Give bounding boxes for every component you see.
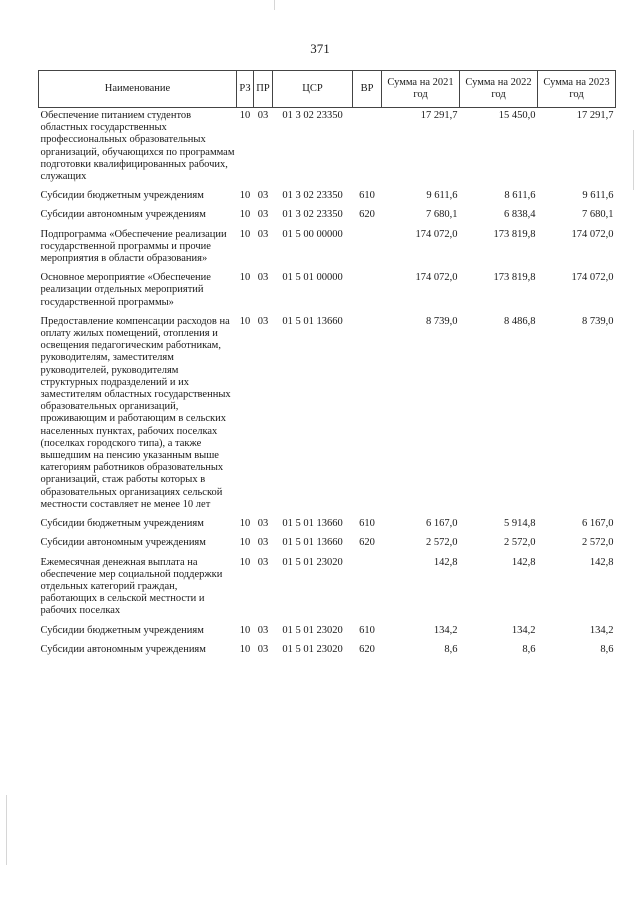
row-vr — [353, 555, 382, 623]
row-sum-2022: 173 819,8 — [493, 228, 536, 240]
row-sum-2022: 5 914,8 — [504, 518, 536, 530]
row-pr: 03 — [257, 624, 269, 636]
row-csr: 01 3 02 23350 — [282, 190, 343, 202]
row-sum-2022: 142,8 — [511, 556, 536, 568]
table-row — [39, 516, 616, 535]
row-rz: 10 — [239, 518, 251, 530]
row-name: Ежемесячная денежная выплата на обеспечение мер социальной поддержки отдельных категорий граждан, работающих в сельской местности и рабочих поселках — [40, 556, 223, 617]
table-row — [39, 108, 616, 189]
table-header — [39, 71, 616, 108]
row-sum-2021: 9 611,6 — [426, 190, 458, 202]
table-row — [39, 642, 616, 661]
row-sum-2023: 7 680,1 — [582, 209, 614, 221]
row-sum-2023: 8 739,0 — [582, 315, 614, 327]
header-name: Наименование — [39, 71, 237, 108]
row-csr: 01 5 01 00000 — [282, 272, 343, 284]
table-row — [39, 555, 616, 623]
row-csr: 01 5 01 13660 — [282, 518, 343, 530]
header-rz: РЗ — [237, 71, 254, 108]
row-pr: 03 — [257, 556, 269, 568]
row-pr: 03 — [257, 228, 269, 240]
row-pr: 03 — [257, 209, 269, 221]
row-name: Субсидии автономным учреждениям — [40, 643, 206, 655]
row-sum-2023: 6 167,0 — [582, 518, 614, 530]
table-row — [39, 623, 616, 642]
row-sum-2023: 134,2 — [589, 624, 614, 636]
row-rz: 10 — [239, 643, 251, 655]
row-sum-2022: 8 486,8 — [504, 315, 536, 327]
row-vr — [353, 227, 382, 271]
row-sum-2022: 134,2 — [511, 624, 536, 636]
header-pr: ПР — [254, 71, 273, 108]
row-sum-2021: 8,6 — [444, 643, 458, 655]
row-sum-2022: 8 611,6 — [504, 190, 536, 202]
row-pr: 03 — [257, 315, 269, 327]
row-pr: 03 — [257, 643, 269, 655]
row-sum-2021: 8 739,0 — [426, 315, 458, 327]
row-rz: 10 — [239, 228, 251, 240]
row-name: Основное мероприятие «Обеспечение реализации отдельных мероприятий государственной программы» — [40, 272, 211, 308]
row-vr: 620 — [359, 643, 375, 655]
row-name: Обеспечение питанием студентов областных государственных профессиональных образовательных организаций, обучающихся по программам подготовки квалифицированных рабочих, служащих — [40, 110, 235, 183]
row-sum-2021: 174 072,0 — [415, 272, 458, 284]
row-csr: 01 5 01 23020 — [282, 624, 343, 636]
row-rz: 10 — [239, 315, 251, 327]
scan-edge-mark-bottom — [6, 795, 7, 865]
row-sum-2021: 2 572,0 — [426, 537, 458, 549]
scan-edge-mark-right — [633, 130, 634, 190]
row-sum-2021: 6 167,0 — [426, 518, 458, 530]
row-rz: 10 — [239, 110, 251, 121]
header-sum-2021: Сумма на 2021 год — [382, 71, 460, 108]
row-sum-2021: 134,2 — [433, 624, 458, 636]
row-sum-2023: 17 291,7 — [576, 110, 614, 121]
row-name: Субсидии бюджетным учреждениям — [40, 190, 204, 202]
row-csr: 01 5 01 13660 — [282, 537, 343, 549]
table-row — [39, 227, 616, 271]
row-sum-2022: 6 838,4 — [504, 209, 536, 221]
row-vr: 610 — [359, 190, 375, 202]
row-rz: 10 — [239, 272, 251, 284]
row-rz: 10 — [239, 556, 251, 568]
row-rz: 10 — [239, 624, 251, 636]
row-pr: 03 — [257, 110, 269, 121]
row-rz: 10 — [239, 190, 251, 202]
header-sum-2022: Сумма на 2022 год — [460, 71, 538, 108]
row-sum-2021: 142,8 — [433, 556, 458, 568]
header-vr: ВР — [353, 71, 382, 108]
row-name: Субсидии автономным учреждениям — [40, 537, 206, 549]
row-sum-2023: 174 072,0 — [571, 272, 614, 284]
row-sum-2022: 173 819,8 — [493, 272, 536, 284]
page-number: 371 — [310, 41, 330, 56]
row-name: Подпрограмма «Обеспечение реализации государственной программы и прочие мероприятия в области образования» — [40, 228, 227, 265]
row-vr: 610 — [359, 518, 375, 530]
table-row — [39, 314, 616, 516]
row-vr — [353, 314, 382, 516]
table-row — [39, 535, 616, 554]
row-sum-2023: 142,8 — [589, 556, 614, 568]
row-name: Субсидии бюджетным учреждениям — [40, 624, 204, 636]
row-csr: 01 5 01 23020 — [282, 643, 343, 655]
row-vr: 620 — [359, 537, 375, 549]
row-name: Субсидии автономным учреждениям — [40, 209, 206, 221]
row-name: Субсидии бюджетным учреждениям — [40, 518, 204, 530]
budget-table — [38, 70, 616, 661]
row-sum-2021: 7 680,1 — [426, 209, 458, 221]
row-name: Предоставление компенсации расходов на оплату жилых помещений, отопления и освещения педагогическим работникам, руководителям, заместителям руководителей, руководителям структурных подразделений и их заместителям областных государственных образовательных организаций, проживающим и работающим в сельских населенных пунктах, рабочих поселках (поселках городского типа), а также вышедшим на пенсию указанным выше категориям работников образовательных организаций, стаж работы которых в образовательных организациях сельской местности составляет не менее 10 лет — [40, 315, 231, 510]
table-body — [39, 108, 616, 661]
header-csr: ЦСР — [273, 71, 353, 108]
row-rz: 10 — [239, 209, 251, 221]
row-sum-2022: 8,6 — [522, 643, 536, 655]
row-pr: 03 — [257, 537, 269, 549]
table-row — [39, 207, 616, 226]
row-csr: 01 3 02 23350 — [282, 110, 343, 121]
table-row — [39, 188, 616, 207]
row-csr: 01 5 00 00000 — [282, 228, 343, 240]
row-sum-2023: 174 072,0 — [571, 228, 614, 240]
header-sum-2023: Сумма на 2023 год — [538, 71, 616, 108]
row-sum-2021: 174 072,0 — [415, 228, 458, 240]
row-sum-2022: 15 450,0 — [498, 110, 536, 121]
row-sum-2022: 2 572,0 — [504, 537, 536, 549]
table-row — [39, 270, 616, 314]
row-csr: 01 5 01 23020 — [282, 556, 343, 568]
row-pr: 03 — [257, 518, 269, 530]
row-sum-2021: 17 291,7 — [420, 110, 458, 121]
row-pr: 03 — [257, 190, 269, 202]
row-pr: 03 — [257, 272, 269, 284]
row-sum-2023: 8,6 — [600, 643, 614, 655]
row-csr: 01 5 01 13660 — [282, 315, 343, 327]
row-vr: 620 — [359, 209, 375, 221]
row-vr: 610 — [359, 624, 375, 636]
scan-edge-mark-top — [274, 0, 275, 10]
row-rz: 10 — [239, 537, 251, 549]
row-csr: 01 3 02 23350 — [282, 209, 343, 221]
row-sum-2023: 2 572,0 — [582, 537, 614, 549]
row-vr — [353, 108, 382, 189]
row-vr — [353, 270, 382, 314]
row-sum-2023: 9 611,6 — [582, 190, 614, 202]
